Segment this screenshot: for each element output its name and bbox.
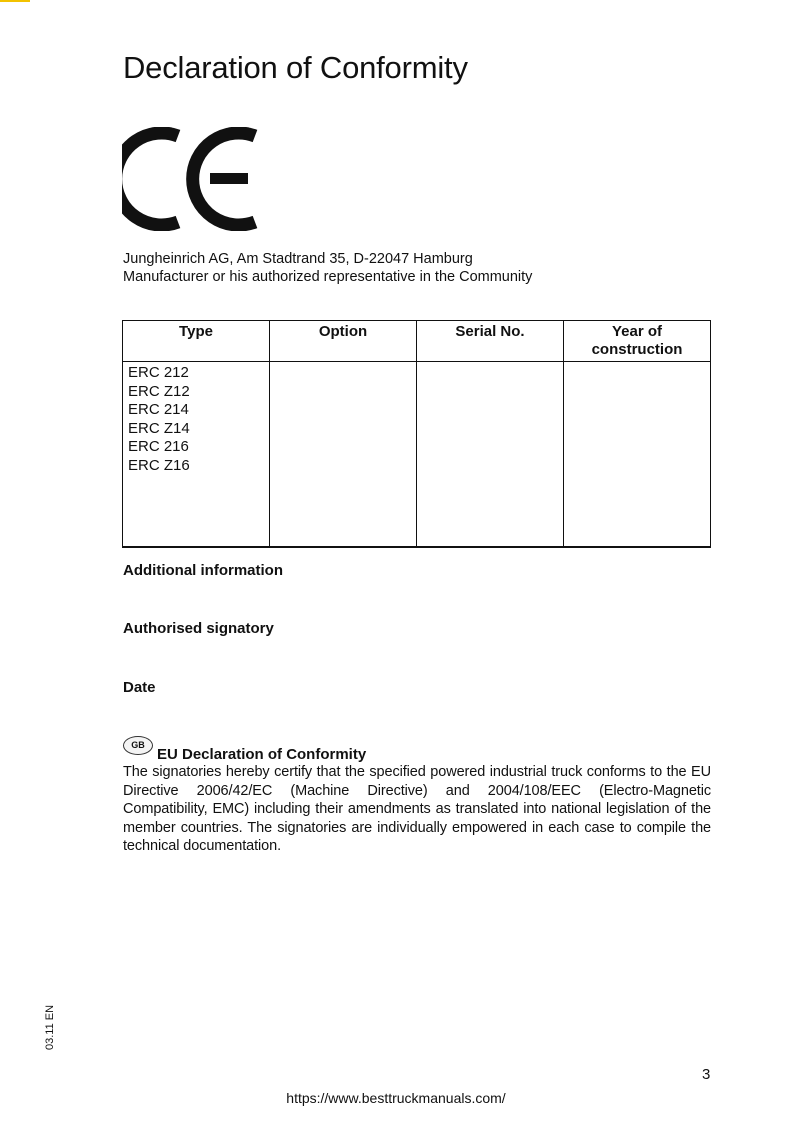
manufacturer-role: Manufacturer or his authorized representative in the Community bbox=[123, 269, 533, 285]
page-title: Declaration of Conformity bbox=[123, 50, 468, 85]
header-serial: Serial No. bbox=[417, 321, 564, 362]
type-item: ERC Z12 bbox=[128, 382, 190, 400]
type-cell bbox=[123, 362, 270, 548]
additional-info-label: Additional information bbox=[123, 562, 283, 579]
serial-cell bbox=[417, 362, 564, 548]
type-item: ERC 212 bbox=[128, 364, 189, 381]
header-year-line2: construction bbox=[591, 341, 683, 358]
conformity-table bbox=[122, 320, 711, 548]
header-year bbox=[564, 321, 711, 362]
page-number: 3 bbox=[702, 1066, 711, 1083]
eu-declaration-heading: EU Declaration of Conformity bbox=[157, 746, 367, 763]
header-year-line1: Year of bbox=[611, 323, 663, 340]
type-item: ERC 214 bbox=[128, 401, 189, 418]
header-option: Option bbox=[270, 321, 417, 362]
table-header-row bbox=[123, 321, 711, 362]
ce-mark-logo bbox=[122, 127, 260, 231]
option-cell bbox=[270, 362, 417, 548]
year-cell bbox=[564, 362, 711, 548]
manufacturer-block bbox=[123, 250, 532, 286]
authorised-signatory-label: Authorised signatory bbox=[123, 620, 274, 637]
manufacturer-address: Jungheinrich AG, Am Stadtrand 35, D-22047 Hamburg bbox=[123, 251, 473, 267]
type-item: ERC Z14 bbox=[128, 419, 190, 437]
corner-mark bbox=[0, 0, 30, 2]
eu-declaration-body: The signatories hereby certify that the specified powered industrial truck conforms to the EU Directive 2006/42/EC (Machine Directive) and 2004/108/EEC (Electro-Magnetic Compatibility, EMC) including their amendments as translated into national legislation of the member countries. The signatories are individually empowered in each case to compile the technical documentation. bbox=[123, 764, 711, 854]
table-row bbox=[123, 362, 711, 548]
type-item: ERC 216 bbox=[128, 438, 189, 455]
date-label: Date bbox=[123, 679, 156, 696]
document-code: 03.11 EN bbox=[44, 1004, 56, 1050]
type-item: ERC Z16 bbox=[128, 456, 190, 474]
gb-country-badge: GB bbox=[123, 736, 153, 755]
header-type: Type bbox=[123, 321, 270, 362]
footer-url[interactable]: https://www.besttruckmanuals.com/ bbox=[286, 1090, 506, 1106]
type-list bbox=[123, 362, 269, 475]
